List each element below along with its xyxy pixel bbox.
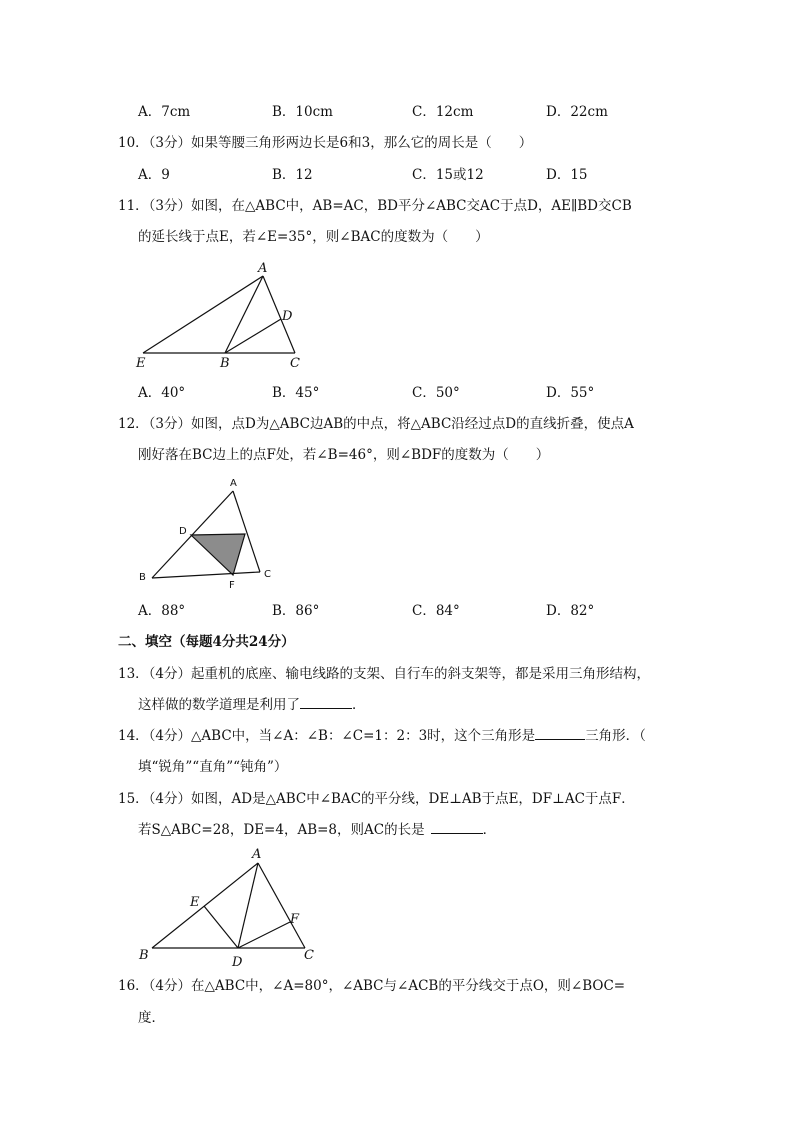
q11-option-d: D．55°: [546, 385, 595, 401]
q15-text-before-blank: 若S△ABC=28，DE=4，AB=8，则AC的长是: [138, 822, 425, 838]
q15-label-d: D: [232, 955, 243, 970]
q11-label-a: A: [258, 261, 268, 276]
q10-question: 10．（3分）如果等腰三角形两边长是6和3，那么它的周长是（ ）: [118, 135, 533, 151]
q11-figure: [130, 255, 310, 373]
q12-segment-bc: [152, 572, 260, 578]
q11-option-b: B．45°: [272, 385, 320, 401]
q15-segment-ab: [152, 863, 258, 948]
q15-segment-df: [238, 922, 290, 948]
q11-option-a: A．40°: [138, 385, 186, 401]
q13-text-after-blank: ．: [352, 697, 366, 713]
q13-answer-blank[interactable]: [300, 708, 352, 709]
q15-text-after-blank: ．: [482, 822, 497, 838]
q15-answer-blank[interactable]: [431, 833, 483, 834]
q9-option-b: B．10cm: [272, 104, 333, 120]
q12-label-d: D: [179, 526, 187, 537]
q12-option-d: D．82°: [546, 603, 595, 619]
q11-question-line2: 的延长线于点E，若∠E=35°，则∠BAC的度数为（ ）: [138, 229, 489, 245]
q12-label-f: F: [229, 580, 235, 591]
q15-label-a: A: [252, 847, 262, 862]
q11-label-c: C: [290, 356, 300, 371]
q11-option-c: C．50°: [412, 385, 460, 401]
q15-question-line2: [138, 821, 496, 839]
q15-question-line1: 15．（4分）如图，AD是△ABC中∠BAC的平分线，DE⊥AB于点E，DF⊥AC于点F．: [118, 791, 635, 807]
q12-label-b: B: [139, 572, 146, 583]
q16-question-line2: 度．: [138, 1010, 165, 1026]
q13-text-before-blank: 这样做的数学道理是利用了: [138, 697, 300, 713]
q14-text-before-blank: 14．（4分）△ABC中，当∠A：∠B：∠C=1：2：3时，这个三角形是: [118, 728, 536, 744]
q10-option-b: B．12: [272, 167, 313, 183]
q15-label-e: E: [190, 895, 200, 910]
q13-question-line2: [138, 696, 366, 714]
q12-figure: [130, 475, 280, 595]
q9-option-a: A．7cm: [138, 104, 191, 120]
q10-option-c: C．15或12: [412, 167, 484, 183]
section-heading-fill-in: 二、填空（每题4分共24分）: [118, 634, 295, 650]
q15-label-b: B: [139, 948, 149, 963]
q11-label-e: E: [136, 356, 146, 371]
q15-segment-de: [204, 906, 238, 948]
q14-answer-blank[interactable]: [535, 739, 585, 740]
q12-option-c: C．84°: [412, 603, 460, 619]
q11-question-line1: 11．（3分）如图，在△ABC中，AB=AC，BD平分∠ABC交AC于点D，AE∥BD交CB: [118, 198, 632, 214]
q9-option-c: C．12cm: [412, 104, 474, 120]
q12-label-c: C: [264, 569, 271, 580]
q14-question-line1: [118, 727, 646, 745]
q12-option-b: B．86°: [272, 603, 320, 619]
q11-label-d: D: [282, 309, 293, 324]
q12-folded-triangle-dfe: [191, 534, 245, 575]
q12-question-line2: 刚好落在BC边上的点F处，若∠B=46°，则∠BDF的度数为（ ）: [138, 447, 550, 463]
q12-label-a: A: [230, 478, 237, 489]
q12-option-a: A．88°: [138, 603, 186, 619]
q11-label-b: B: [220, 356, 230, 371]
q15-label-c: C: [304, 948, 314, 963]
q16-question-line1: 16．（4分）在△ABC中，∠A=80°，∠ABC与∠ACB的平分线交于点O，则∠BOC=: [118, 978, 626, 994]
q15-segment-ac: [258, 863, 305, 948]
q15-segment-ad: [238, 863, 258, 948]
q14-question-line2: 填“锐角”“直角”“钝角”）: [138, 759, 288, 775]
q12-question-line1: 12．（3分）如图，点D为△ABC边AB的中点，将△ABC沿经过点D的直线折叠，使点A: [118, 416, 634, 432]
q14-text-after-blank: 三角形．（: [585, 728, 646, 744]
q9-option-d: D．22cm: [546, 104, 608, 120]
q10-option-a: A．9: [138, 167, 170, 183]
q13-question-line1: 13．（4分）起重机的底座、输电线路的支架、自行车的斜支架等，都是采用三角形结构，: [118, 666, 651, 682]
q15-label-f: F: [290, 912, 300, 927]
q10-option-d: D．15: [546, 167, 588, 183]
q15-figure: [130, 845, 330, 970]
